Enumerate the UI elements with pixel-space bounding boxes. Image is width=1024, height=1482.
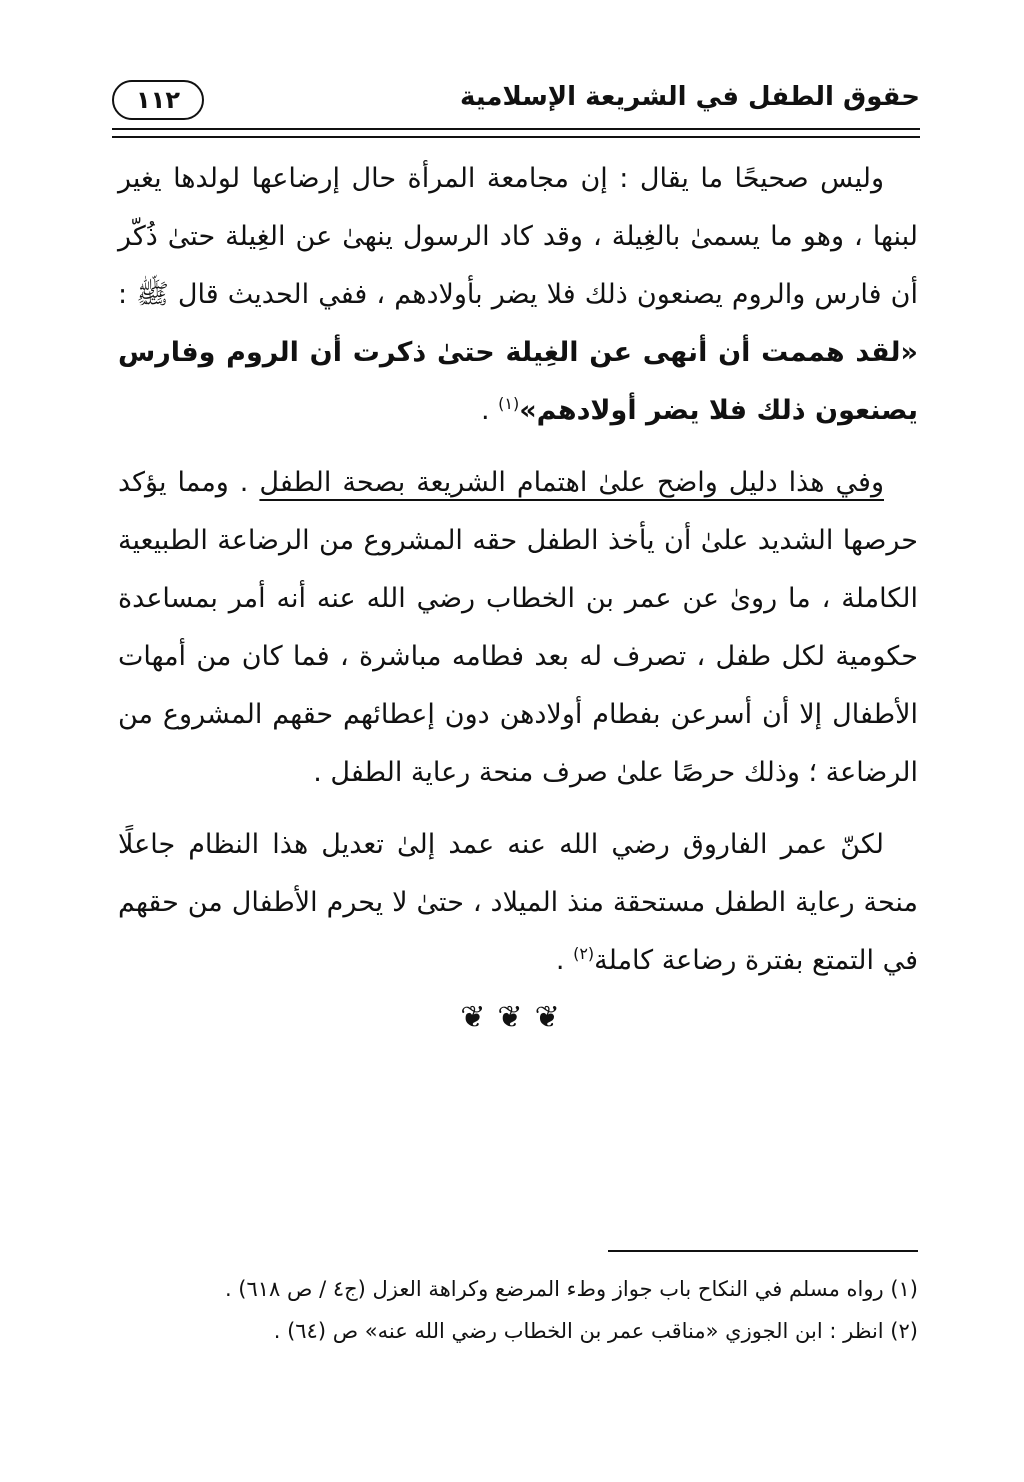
page-header xyxy=(112,70,920,132)
footnote-ref-1[interactable]: (١) xyxy=(498,394,520,413)
page-number: ١١٢ xyxy=(112,80,204,120)
header-rule-bottom xyxy=(112,136,920,138)
footnote-ref-2[interactable]: (٢) xyxy=(573,944,595,963)
paragraph-3-text: لكنّ عمر الفاروق رضي الله عنه عمد إلىٰ تعديل هذا النظام جاعلًا منحة رعاية الطفل مستحقة منذ الميلاد ، حتىٰ لا يحرم الأطفال من حقهم في التمتع بفترة رضاعة كاملة xyxy=(118,829,918,976)
footnote-2: (٢) انظر : ابن الجوزي «مناقب عمر بن الخطاب رضي الله عنه» ص (٦٤) . xyxy=(273,1319,918,1343)
footnotes xyxy=(118,1268,918,1352)
ornament-icon: ❦ xyxy=(534,1000,560,1035)
header-rule-top xyxy=(112,128,920,130)
paragraph-2 xyxy=(118,454,918,802)
footnote-separator xyxy=(608,1250,918,1252)
ornament-icon: ❦ xyxy=(460,1000,486,1035)
paragraph-3-end: . xyxy=(555,945,565,976)
hadith-quote: «لقد هممت أن أنهى عن الغِيلة حتىٰ ذكرت أن الروم وفارس يصنعون ذلك فلا يضر أولادهم» xyxy=(118,337,918,426)
paragraph-1-end: . xyxy=(480,395,490,426)
paragraph-1 xyxy=(118,150,918,440)
underlined-sentence: وفي هذا دليل واضح علىٰ اهتمام الشريعة بصحة الطفل xyxy=(259,467,884,498)
paragraph-1-intro: وليس صحيحًا ما يقال : إن مجامعة المرأة حال إرضاعها لولدها يغير لبنها ، وهو ما يسمىٰ بالغِيلة ، وقد كاد الرسول ينهىٰ عن الغِيلة حتىٰ ذُكّر أن فارس والروم يصنعون ذلك فلا يضر بأولادهم ، ففي الحديث قال ﷺ : xyxy=(118,163,918,310)
ornament-icon: ❦ xyxy=(497,1000,523,1035)
body-text xyxy=(118,150,918,1004)
running-title: حقوق الطفل في الشريعة الإسلامية xyxy=(459,82,920,112)
section-ornament xyxy=(440,998,580,1038)
paragraph-3 xyxy=(118,816,918,990)
footnote-1: (١) رواه مسلم في النكاح باب جواز وطء المرضع وكراهة العزل (ج٤ / ص ٦١٨) . xyxy=(224,1277,918,1301)
paragraph-2-rest: . ومما يؤكد حرصها الشديد علىٰ أن يأخذ الطفل حقه المشروع من الرضاعة الطبيعية الكاملة ، ما روىٰ عن عمر بن الخطاب رضي الله عنه أنه أمر بمساعدة حكومية لكل طفل ، تصرف له بعد فطامه مباشرة ، فما كان من أمهات الأطفال إلا أن أسرعن بفطام أولادهن دون إعطائهم حقهم المشروع من الرضاعة ؛ وذلك حرصًا علىٰ صرف منحة رعاية الطفل . xyxy=(118,467,918,788)
